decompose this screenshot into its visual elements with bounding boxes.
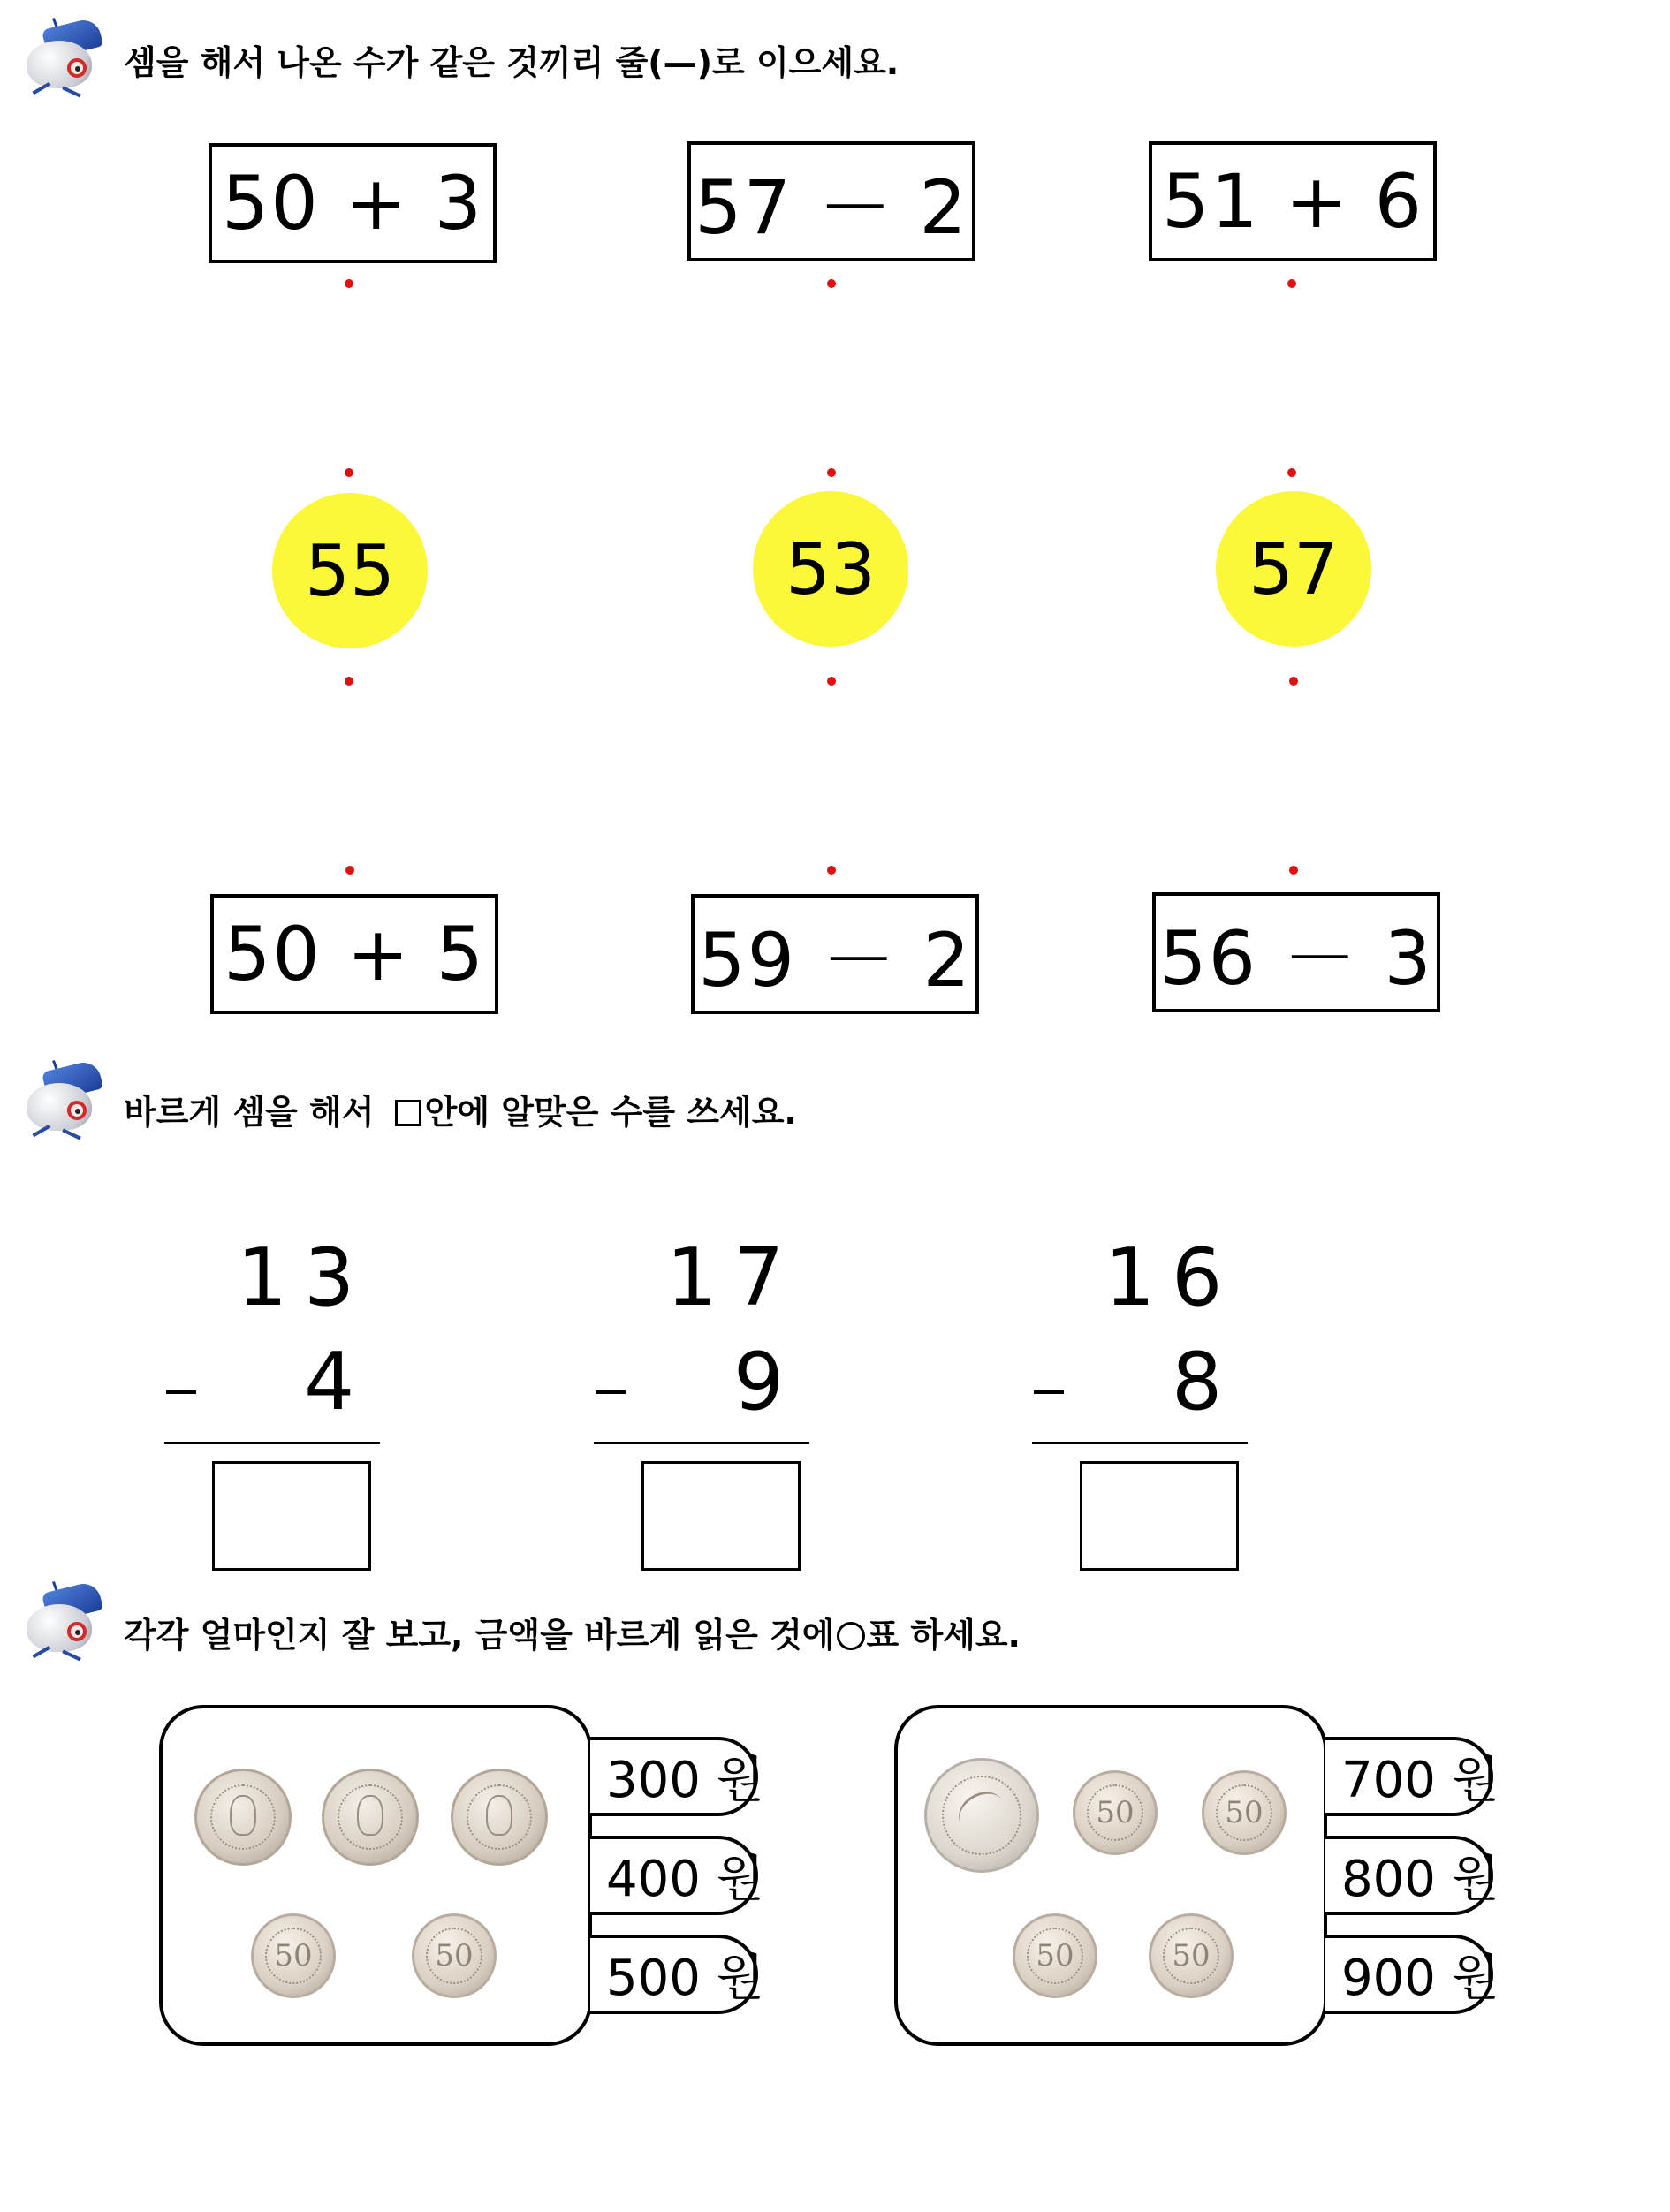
section2-instruction-before: 바르게 셈을 해서	[124, 1093, 375, 1132]
amount-option[interactable]: 700 원	[1325, 1737, 1493, 1816]
bottom-expression-box: 50 + 5	[210, 894, 498, 1014]
coin-500-icon	[924, 1758, 1039, 1873]
mascot-icon	[18, 1060, 106, 1148]
connection-dot[interactable]	[827, 866, 836, 875]
connection-dot[interactable]	[1287, 468, 1296, 477]
answer-box[interactable]	[212, 1461, 371, 1571]
connection-dot[interactable]	[345, 866, 354, 875]
tens-digit: 1	[666, 1231, 717, 1324]
bottom-expression-box: 59 － 2	[691, 894, 979, 1014]
answer-box[interactable]	[1080, 1461, 1239, 1571]
connection-dot[interactable]	[827, 279, 836, 288]
subtrahend-digit: 4	[304, 1336, 355, 1428]
connection-dot[interactable]	[1289, 677, 1298, 686]
coin-50-icon: 50	[1013, 1913, 1097, 1998]
section3-instruction-after: 표 하세요.	[866, 1616, 1021, 1655]
top-expression-box: 57 － 2	[687, 141, 975, 261]
answer-circle: 53	[753, 491, 908, 647]
coin-50-icon: 50	[251, 1913, 336, 1998]
amount-option[interactable]: 800 원	[1325, 1836, 1493, 1915]
connection-dot[interactable]	[1287, 279, 1296, 288]
mascot-icon	[18, 18, 106, 106]
connection-dot[interactable]	[827, 677, 836, 686]
coin-panel	[159, 1705, 592, 2046]
subtraction-problem	[594, 1233, 832, 1569]
coin-100-icon	[194, 1769, 292, 1866]
tens-digit: 1	[1104, 1231, 1156, 1324]
section3-instruction-before: 각각 얼마인지 잘 보고, 금액을 바르게 읽은 것에	[124, 1616, 835, 1655]
subtraction-problem	[1032, 1233, 1271, 1569]
answer-circle: 55	[272, 493, 428, 648]
connection-dot[interactable]	[345, 677, 353, 686]
subtraction-problem	[164, 1233, 403, 1569]
sum-line	[594, 1442, 809, 1444]
section1-instruction: 셈을 해서 나온 수가 같은 것끼리 줄(—)로 이으세요.	[124, 43, 900, 82]
minus-sign	[166, 1390, 196, 1394]
ones-digit: 6	[1172, 1231, 1223, 1324]
minus-sign	[596, 1390, 626, 1394]
ones-digit: 3	[304, 1231, 355, 1324]
connection-dot[interactable]	[1289, 866, 1298, 875]
amount-option[interactable]: 500 원	[590, 1935, 758, 2014]
minus-sign	[1034, 1390, 1064, 1394]
sum-line	[1032, 1442, 1248, 1444]
bottom-expression-box: 56 － 3	[1152, 892, 1440, 1012]
top-expression-box: 50 + 3	[209, 143, 497, 263]
coin-100-icon	[451, 1769, 548, 1866]
ones-digit: 7	[733, 1231, 785, 1324]
blank-square-icon	[395, 1100, 421, 1126]
section2-instruction	[124, 1093, 797, 1132]
circle-mark-icon	[837, 1622, 865, 1650]
coin-panel	[894, 1705, 1327, 2046]
amount-option[interactable]: 400 원	[590, 1836, 758, 1915]
connection-dot[interactable]	[345, 279, 353, 288]
tens-digit: 1	[237, 1231, 288, 1324]
coin-50-icon: 50	[412, 1913, 497, 1998]
coin-100-icon	[322, 1769, 419, 1866]
coin-50-icon: 50	[1149, 1913, 1234, 1998]
subtrahend-digit: 8	[1172, 1336, 1223, 1428]
section2-instruction-after: 안에 알맞은 수를 쓰세요.	[424, 1093, 797, 1132]
mascot-icon	[18, 1581, 106, 1670]
coin-50-icon: 50	[1202, 1770, 1287, 1855]
subtrahend-digit: 9	[733, 1336, 785, 1428]
coin-50-icon: 50	[1073, 1770, 1158, 1855]
sum-line	[164, 1442, 380, 1444]
top-expression-box: 51 + 6	[1149, 141, 1437, 261]
amount-option[interactable]: 900 원	[1325, 1935, 1493, 2014]
connection-dot[interactable]	[827, 468, 836, 477]
answer-circle: 57	[1216, 491, 1371, 647]
answer-box[interactable]	[641, 1461, 801, 1571]
section3-instruction	[124, 1616, 1021, 1655]
amount-option[interactable]: 300 원	[590, 1737, 758, 1816]
connection-dot[interactable]	[345, 468, 353, 477]
